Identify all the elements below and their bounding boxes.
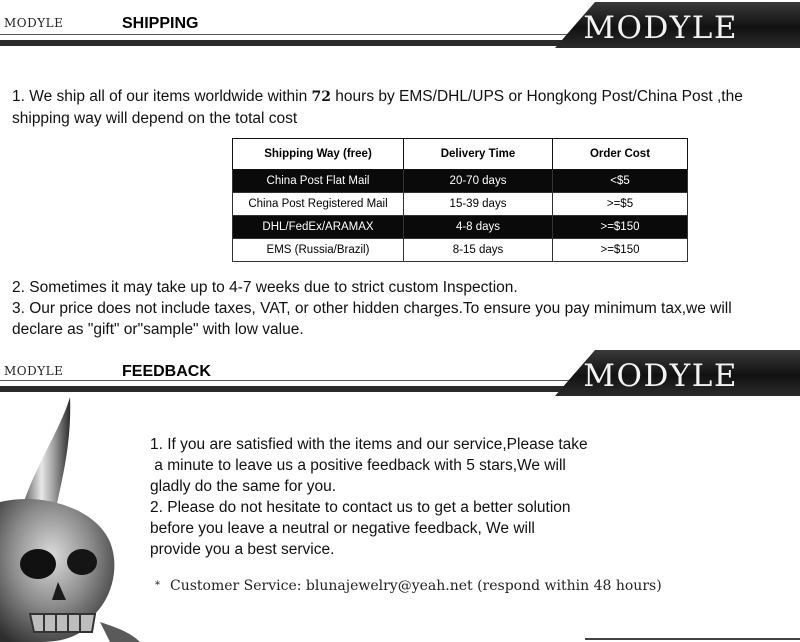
cell-shipping-way: China Post Registered Mail <box>233 193 404 216</box>
table-row <box>233 170 688 193</box>
cell-order-cost: >=$150 <box>553 216 688 239</box>
brand-logo-large: MODYLE <box>583 358 738 394</box>
cell-delivery-time: 15-39 days <box>404 193 553 216</box>
header-rule-thick <box>0 40 600 46</box>
shipping-note-3-line1: 3. Our price does not include taxes, VAT, or other hidden charges.To ensure you pay minimum tax,we will <box>12 300 732 317</box>
bottom-rule <box>585 638 800 640</box>
feedback-text <box>150 434 650 560</box>
feedback-line: a minute to leave us a positive feedback with 5 stars,We will <box>150 457 566 474</box>
shipping-header-band <box>0 2 800 54</box>
shipping-intro-pre: 1. We ship all of our items worldwide within <box>12 88 312 105</box>
eye-socket-left <box>20 549 56 579</box>
feedback-line: 2. Please do not hesitate to contact us to get a better solution <box>150 499 571 516</box>
cell-delivery-time: 4-8 days <box>404 216 553 239</box>
cell-delivery-time: 20-70 days <box>404 170 553 193</box>
teeth <box>30 614 95 632</box>
cell-shipping-way: DHL/FedEx/ARAMAX <box>233 216 404 239</box>
table-row <box>233 193 688 216</box>
cell-shipping-way: EMS (Russia/Brazil) <box>233 239 404 262</box>
shipping-hours: 72 <box>311 89 331 105</box>
eye-socket-right <box>67 549 97 575</box>
feedback-section-title: FEEDBACK <box>122 363 211 380</box>
shipping-note-2: 2. Sometimes it may take up to 4-7 weeks due to strict custom Inspection. <box>12 279 518 296</box>
customer-service <box>155 578 662 594</box>
brand-logo-small: MODYLE <box>4 364 64 378</box>
shipping-intro <box>12 86 792 129</box>
cell-order-cost: >=$5 <box>553 193 688 216</box>
shipping-section-title: SHIPPING <box>122 15 199 32</box>
header-rule-thin <box>0 380 600 381</box>
skull-ring-image <box>0 392 150 642</box>
shipping-table <box>232 138 688 262</box>
header-rule-thin <box>0 34 600 35</box>
cell-order-cost: >=$150 <box>553 239 688 262</box>
table-row <box>233 239 688 262</box>
feedback-line: 1. If you are satisfied with the items and our service,Please take <box>150 436 588 453</box>
column-header-order-cost: Order Cost <box>553 139 688 170</box>
shipping-intro-line2: shipping way will depend on the total cost <box>12 110 298 127</box>
column-header-delivery-time: Delivery Time <box>404 139 553 170</box>
feedback-line: provide you a best service. <box>150 541 335 558</box>
brand-logo-large: MODYLE <box>583 10 738 46</box>
shipping-intro-post: hours by EMS/DHL/UPS or Hongkong Post/China Post ,the <box>331 88 743 105</box>
table-header-row <box>233 139 688 170</box>
cell-shipping-way: China Post Flat Mail <box>233 170 404 193</box>
feedback-line: before you leave a neutral or negative feedback, We will <box>150 520 535 537</box>
brand-logo-small: MODYLE <box>4 16 64 30</box>
shipping-notes <box>12 277 797 340</box>
customer-service-text: Customer Service: blunajewelry@yeah.net (respond within 48 hours) <box>170 578 662 594</box>
cell-delivery-time: 8-15 days <box>404 239 553 262</box>
table-row <box>233 216 688 239</box>
feedback-line: gladly do the same for you. <box>150 478 337 495</box>
cell-order-cost: <$5 <box>553 170 688 193</box>
column-header-shipping-way: Shipping Way (free) <box>233 139 404 170</box>
shipping-note-3-line2: declare as "gift" or"sample" with low value. <box>12 321 304 338</box>
service-bullet: * <box>155 580 160 591</box>
